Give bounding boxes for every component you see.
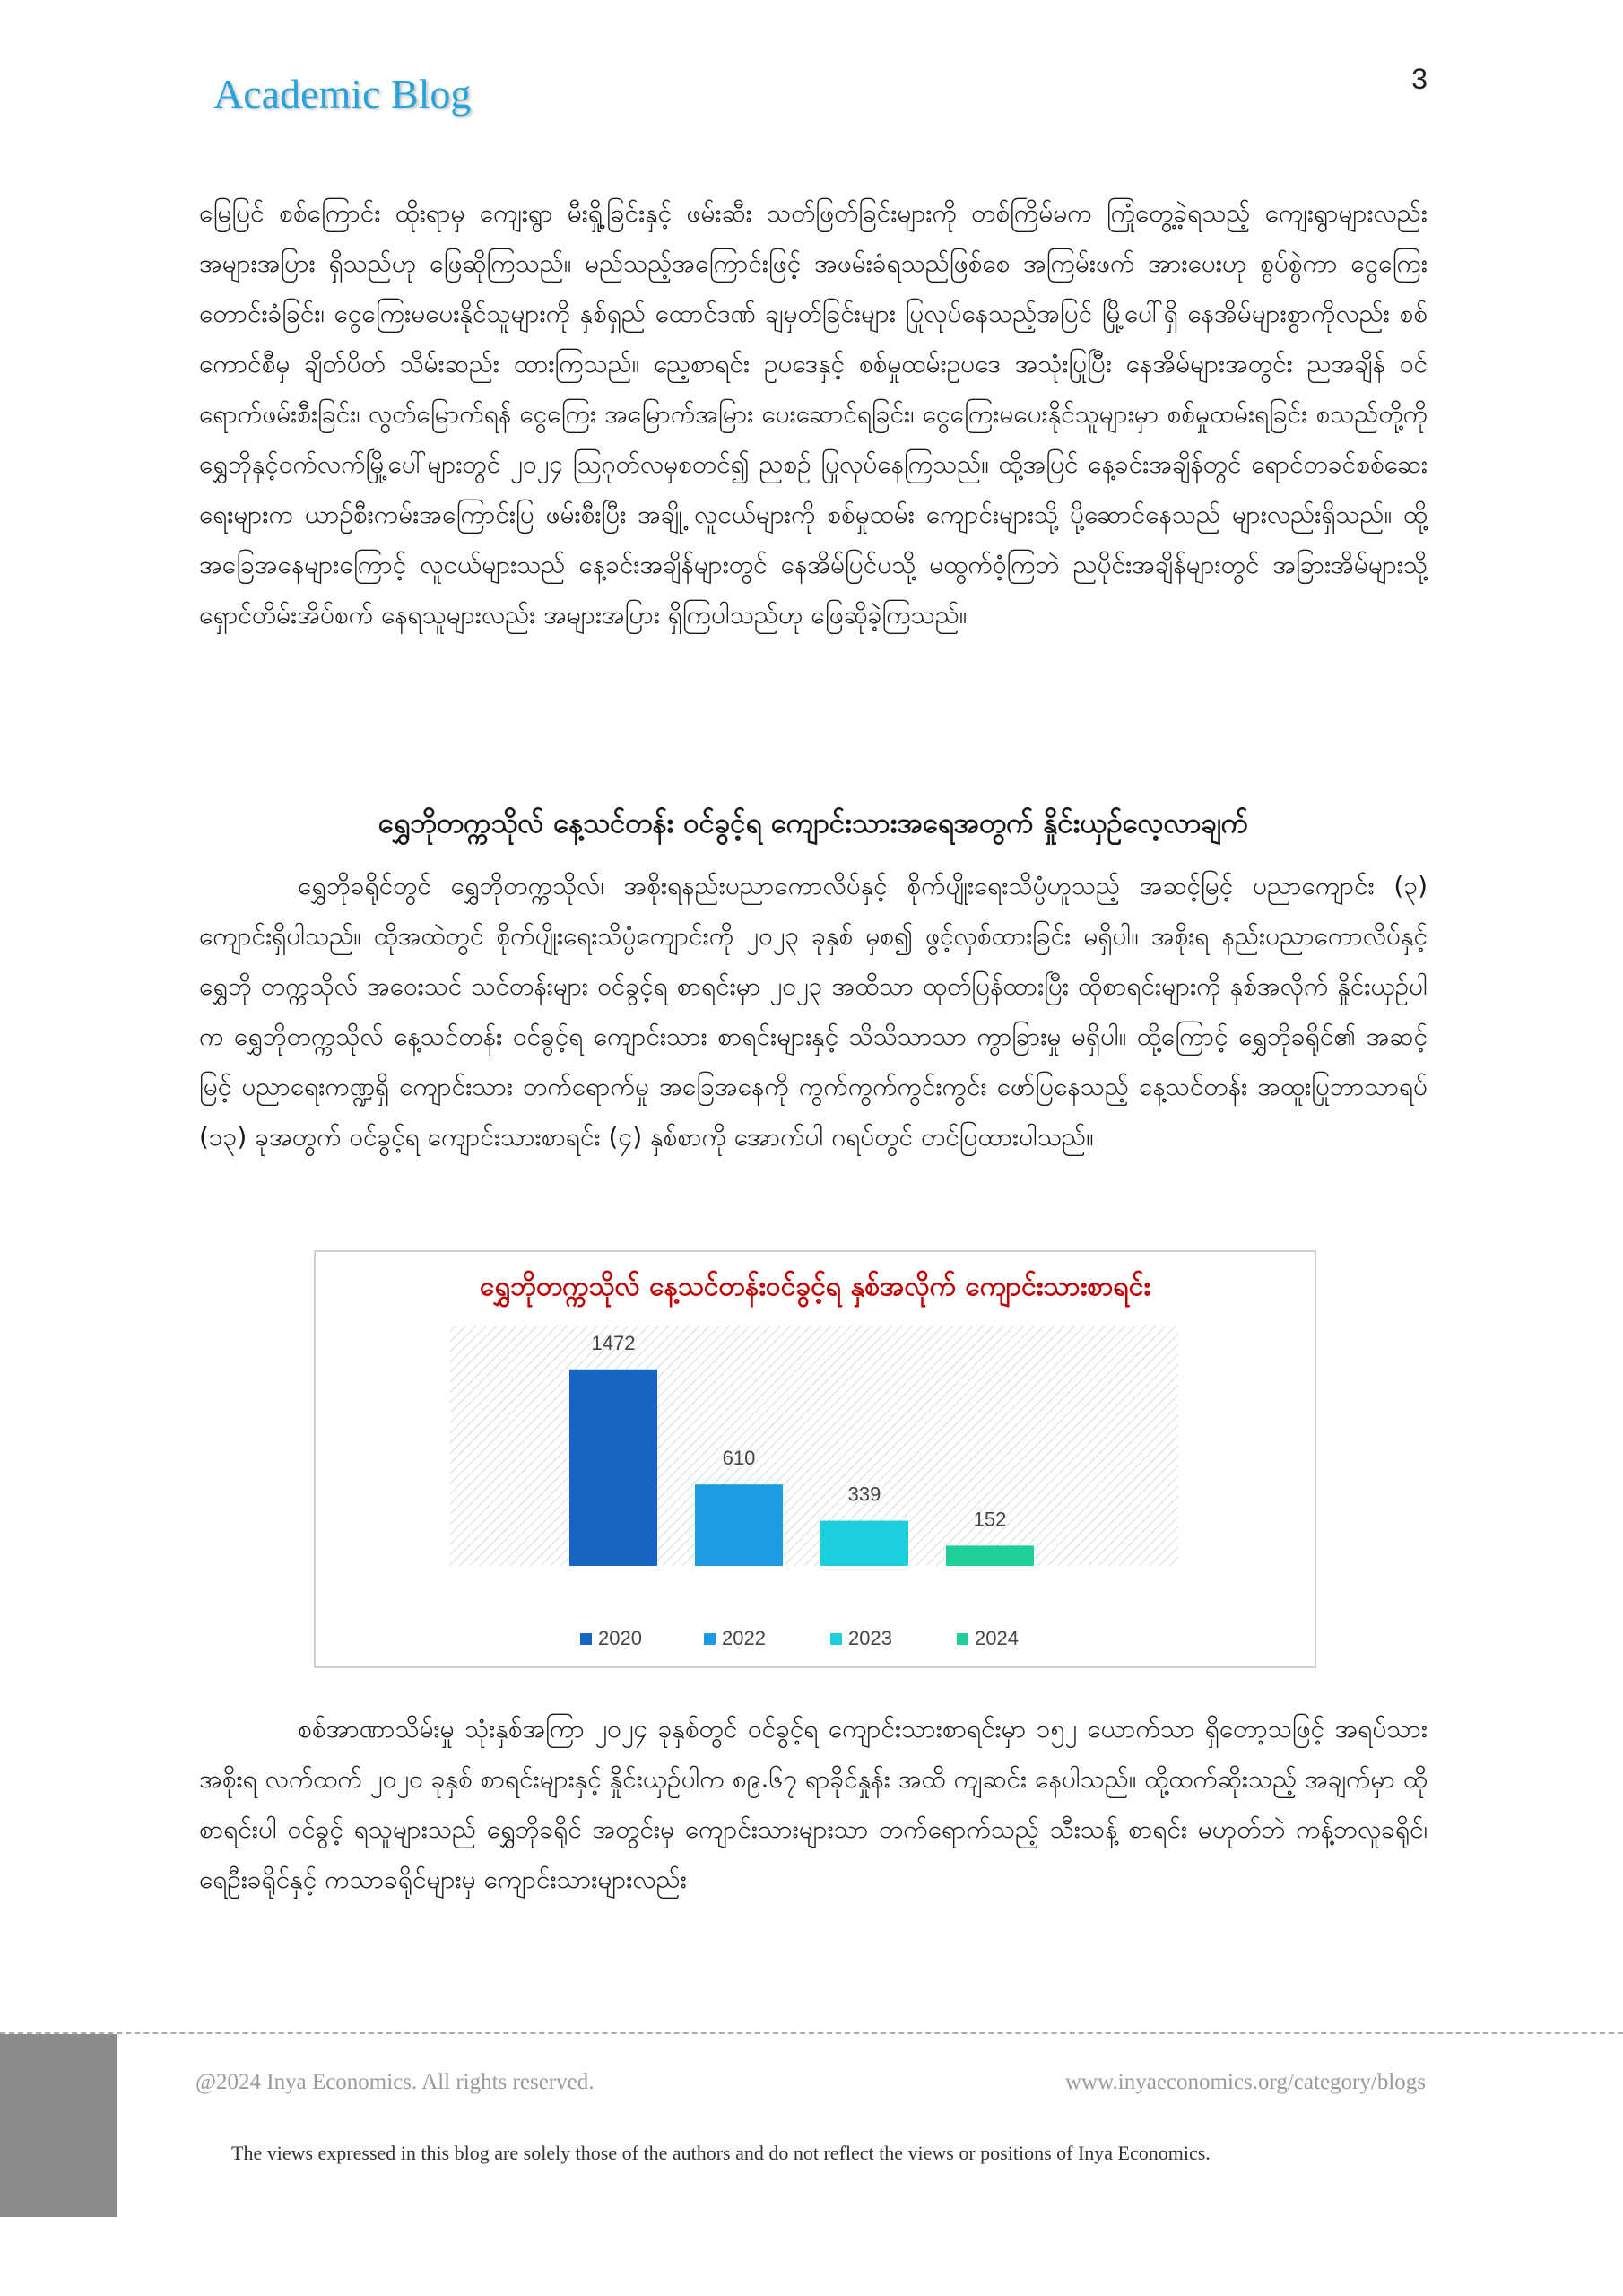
blog-title: Academic Blog — [213, 71, 472, 117]
bar-2022 — [695, 1484, 783, 1566]
data-label-2020: 1472 — [591, 1331, 636, 1354]
footer-url: www.inyaeconomics.org/category/blogs — [1065, 2070, 1426, 2094]
legend-label-2024: 2024 — [975, 1627, 1019, 1649]
bar-2024 — [946, 1545, 1034, 1566]
page-number: 3 — [1411, 63, 1428, 95]
legend-swatch-2020 — [580, 1633, 592, 1645]
body-paragraph: စစ်အာဏာသိမ်းမှု သုံးနှစ်အကြာ ၂၀၂၄ ခုနှစ်တွင် ဝင်ခွင့်ရ ကျောင်းသားစာရင်းမှာ ၁၅၂ ယောက်သာ ရှိတော့သဖြင့် အရပ်သား အစိုးရ လက်ထက် ၂၀၂၀ ခုနှစ် စာရင်းများနှင့် နှိုင်းယှဉ်ပါက ၈၉.၆၇ ရာခိုင်နှုန်း အထိ ကျဆင်း နေပါသည်။ ထို့ထက်ဆိုးသည့် အချက်မှာ ထိုစာရင်းပါ ဝင်ခွင့် ရသူများသည် ရွှေဘိုခရိုင် အတွင်းမှ ကျောင်းသားများသာ တက်ရောက်သည့် သီးသန့် စာရင်း မဟုတ်ဘဲ ကန့်ဘလူခရိုင်၊ ရေဦးခရိုင်နှင့် ကသာခရိုင်များမှ ကျောင်းသားများလည်း — [199, 1714, 1428, 1894]
chart-canvas — [316, 1252, 1315, 1666]
bar-2023 — [820, 1521, 908, 1566]
footer-copyright: @2024 Inya Economics. All rights reserved. — [195, 2070, 595, 2094]
footer-divider — [0, 2032, 1623, 2034]
plot-area — [450, 1326, 1178, 1566]
body-paragraph: ရွှေဘိုခရိုင်တွင် ရွှေဘိုတက္ကသိုလ်၊ အစိုးရနည်းပညာကောလိပ်နှင့် စိုက်ပျိုးရေးသိပ္ပံဟူသည့် အဆင့်မြင့် ပညာကျောင်း (၃) ကျောင်းရှိပါသည်။ ထိုအထဲတွင် စိုက်ပျိုးရေးသိပ္ပံကျောင်းကို ၂၀၂၃ ခုနှစ် မှစ၍ ဖွင့်လှစ်ထားခြင်း မရှိပါ။ အစိုးရ နည်းပညာကောလိပ်နှင့် ရွှေဘို တက္ကသိုလ် အဝေးသင် သင်တန်းများ ဝင်ခွင့်ရ စာရင်းမှာ ၂၀၂၃ အထိသာ ထုတ်ပြန်ထားပြီး ထိုစာရင်းများကို နှစ်အလိုက် နှိုင်းယှဉ်ပါက ရွှေဘိုတက္ကသိုလ် နေ့သင်တန်း ဝင်ခွင့်ရ ကျောင်းသား စာရင်းများနှင့် သိသိသာသာ ကွာခြားမှု မရှိပါ။ ထို့ကြောင့် ရွှေဘိုခရိုင်၏ အဆင့်မြင့် ပညာရေးကဏ္ဍရှိ ကျောင်းသား တက်ရောက်မှု အခြေအနေကို ကွက်ကွက်ကွင်းကွင်း ဖော်ပြနေသည့် နေ့သင်တန်း အထူးပြုဘာသာရပ် (၁၃) ခုအတွက် ဝင်ခွင့်ရ ကျောင်းသားစာရင်း (၄) နှစ်စာကို အောက်ပါ ဂရပ်တွင် တင်ပြထားပါသည်။ — [199, 871, 1428, 1152]
chart-legend — [580, 1627, 1019, 1649]
bar-chart — [314, 1250, 1316, 1668]
footer-disclaimer: The views expressed in this blog are solely those of the authors and do not reflect the views or positions of Inya Economics. — [231, 2142, 1211, 2164]
legend-label-2022: 2022 — [722, 1627, 766, 1649]
body-paragraph: မြေပြင် စစ်ကြောင်း ထိုးရာမှ ကျေးရွာ မီးရှို့ခြင်းနှင့် ဖမ်းဆီး သတ်ဖြတ်ခြင်းများကို တစ်ကြိမ်မက ကြုံတွေ့ခဲ့ရသည့် ကျေးရွာများလည်း အများအပြား ရှိသည်ဟု ဖြေဆိုကြသည်။ မည်သည့်အကြောင်းဖြင့် အဖမ်းခံရသည်ဖြစ်စေ အကြမ်းဖက် အားပေးဟု စွပ်စွဲကာ ငွေကြေး တောင်းခံခြင်း၊ ငွေကြေးမပေးနိုင်သူများကို နှစ်ရှည် ထောင်ဒဏ် ချမှတ်ခြင်းများ ပြုလုပ်နေသည့်အပြင် မြို့ပေါ်ရှိ နေအိမ်များစွာကိုလည်း စစ်ကောင်စီမှ ချိတ်ပိတ် သိမ်းဆည်း ထားကြသည်။ ညေ့စာရင်း ဥပဒေနှင့် စစ်မှုထမ်းဥပဒေ အသုံးပြုပြီး နေအိမ်များအတွင်း ညအချိန် ဝင်ရောက်ဖမ်းစီးခြင်း၊ လွတ်မြောက်ရန် ငွေကြေး အမြောက်အမြား ပေးဆောင်ရခြင်း၊ ငွေကြေးမပေးနိုင်သူများမှာ စစ်မှုထမ်းရခြင်း စသည်တို့ကို ရွှေဘိုနှင့်ဝက်လက်မြို့ပေါ်များတွင် ၂၀၂၄ ဩဂုတ်လမှစတင်၍ ညစဉ် ပြုလုပ်နေကြသည်။ ထို့အပြင် နေ့ခင်းအချိန်တွင် ရောင်တခင်စစ်ဆေးရေးများက ယာဉ်စီးကမ်းအကြောင်းပြ ဖမ်းစီးပြီး အချို့ လူငယ်များကို စစ်မှုထမ်း ကျောင်းများသို့ ပို့ဆောင်နေသည် များလည်းရှိသည်။ ထို့အခြေအနေများကြောင့် လူငယ်များသည် နေ့ခင်းအချိန်များတွင် နေအိမ်ပြင်ပသို့ မထွက်ဝံ့ကြဘဲ ညပိုင်းအချိန်များတွင် အခြားအိမ်များသို့ ရှောင်တိမ်းအိပ်စက် နေရသူများလည်း အများအပြား ရှိကြပါသည်ဟု ဖြေဆိုခဲ့ကြသည်။ — [199, 198, 1428, 630]
legend-label-2023: 2023 — [848, 1627, 892, 1649]
legend-label-2020: 2020 — [598, 1627, 642, 1649]
footer-gray-block — [0, 2034, 117, 2217]
legend-swatch-2022 — [704, 1633, 716, 1645]
legend-swatch-2023 — [830, 1633, 842, 1645]
data-label-2022: 610 — [722, 1447, 756, 1470]
chart-title: ရွှေဘိုတက္ကသိုလ် နေ့သင်တန်းဝင်ခွင့်ရ နှစ်အလိုက် ကျောင်းသားစာရင်း — [479, 1271, 1151, 1302]
bar-2020 — [569, 1370, 657, 1566]
legend-swatch-2024 — [957, 1633, 968, 1645]
data-label-2023: 339 — [847, 1483, 881, 1506]
data-label-2024: 152 — [973, 1508, 1007, 1531]
section-heading: ရွှေဘိုတက္ကသိုလ် နေ့သင်တန်း ဝင်ခွင့်ရ ကျောင်းသားအရေအတွက် နှိုင်းယှဉ်လေ့လာချက် — [378, 807, 1249, 839]
